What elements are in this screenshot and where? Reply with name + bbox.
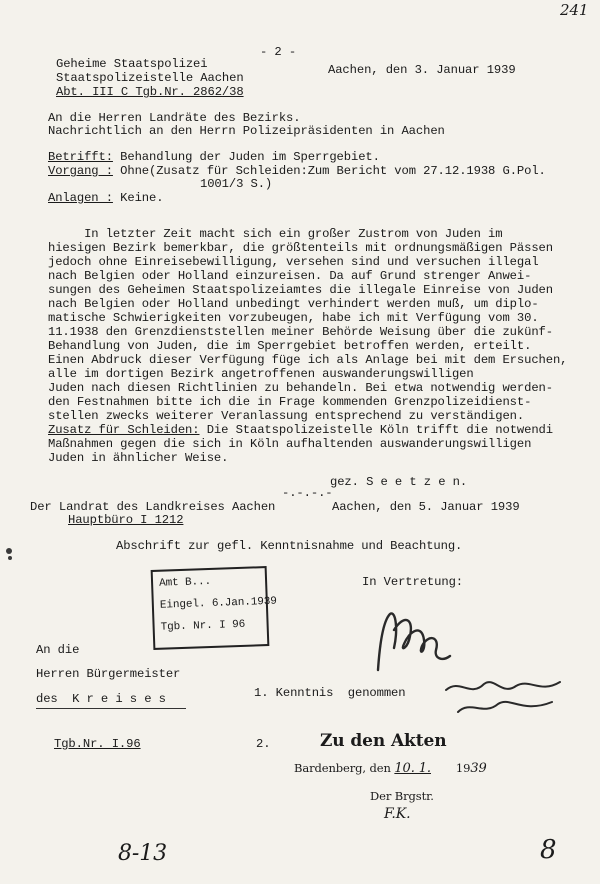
forward-instruction: Abschrift zur gefl. Kenntnisnahme und Beachtung. (116, 539, 463, 553)
acknowledgement-note: 1. Kenntnis genommen (254, 686, 406, 700)
section-divider: -.-.-.- (282, 486, 333, 500)
stamp-journal-number: Tgb. Nr. I 96 (160, 618, 246, 634)
body-line: Juden nach diesen Richtlinien zu behandeln. Bei etwa notwendig werden- (48, 381, 553, 395)
scan-smudge (6, 548, 12, 554)
reference-line (48, 165, 546, 178)
attachments-label: Anlagen : (48, 191, 113, 205)
bardenberg-year: 39 (470, 761, 487, 776)
addendum-line: Juden in ähnlicher Weise. (48, 451, 229, 465)
body-line: nach Belgien oder Holland unbedingt verhindert werden muß, um diplo- (48, 297, 539, 311)
bardenberg-year-prefix: 19 (455, 761, 471, 775)
forward-sender: Der Landrat des Landkreises Aachen (30, 500, 276, 514)
reference-label: Vorgang : (48, 164, 113, 178)
subject-line (48, 151, 380, 164)
bardenberg-line (294, 762, 487, 775)
stamp-line-2: Eingel. 6.Jan.1939 (159, 595, 278, 612)
journal-number: Tgb.Nr. I.96 (54, 737, 141, 751)
mayor-initials: F.K. (384, 806, 411, 822)
bardenberg-date: 10. 1. (394, 761, 431, 776)
body-line: 11.1938 den Grenzdienststellen meiner Behörde Weisung über die zukünf- (48, 325, 553, 339)
bottom-right-mark: 8 (540, 835, 557, 865)
addendum-text: Die Staatspolizeistelle Köln trifft die notwendi (199, 423, 553, 437)
body-line: matische Schwierigkeiten vorzubeugen, habe ich mit Verfügung vom 30. (48, 311, 539, 325)
attachments-line (48, 192, 163, 205)
recipient-line-1: An die (36, 643, 80, 657)
attachments-text: Keine. (112, 191, 164, 205)
recipient-line-3: des K r e i s e s (36, 692, 166, 706)
representation-note: In Vertretung: (362, 575, 463, 589)
letter-place-date: Aachen, den 3. Januar 1939 (328, 63, 516, 77)
sender-line-1: Geheime Staatspolizei (56, 57, 208, 71)
page-number: - 2 - (260, 45, 297, 59)
handwritten-initials-icon (440, 672, 570, 722)
bardenberg-prefix: Bardenberg, den (294, 761, 391, 775)
subject-label: Betrifft: (48, 150, 113, 164)
body-line: nach Belgien oder Holland einzureisen. Da auf Grund strenger Anwei- (48, 269, 532, 283)
stamp-line-3 (160, 619, 245, 635)
filing-note: Zu den Akten (320, 731, 447, 751)
subject-text: Behandlung der Juden im Sperrgebiet. (112, 150, 380, 164)
body-line: jedoch ohne Einreisebewilligung, versehen sind und versuchen illegal (48, 255, 539, 269)
body-line: stellen zwecks weiterer Veranlassung entsprechend zu verständigen. (48, 409, 525, 423)
forward-place-date: Aachen, den 5. Januar 1939 (332, 500, 520, 514)
stamp-line-1: Amt B... (158, 575, 212, 590)
scan-smudge (8, 556, 12, 560)
forward-office: Hauptbüro I 1212 (68, 513, 184, 527)
addendum-label: Zusatz für Schleiden: (48, 423, 200, 437)
addendum-line (48, 424, 553, 437)
body-line: Behandlung von Juden, die im Sperrgebiet betroffen werden, erteilt. (48, 339, 532, 353)
body-line: den Festnahmen bitte ich die in Frage kommenden Grenzpolizeidienst- (48, 395, 532, 409)
body-line: sungen des Geheimen Staatspolizeiamtes die illegale Einreise von Juden (48, 283, 553, 297)
bottom-left-note: 8-13 (118, 841, 168, 866)
reference-line-2: 1001/3 S.) (200, 177, 273, 191)
letter-signature: gez. S e e t z e n. (330, 475, 468, 489)
sender-line-3: Abt. III C Tgb.Nr. 2862/38 (56, 85, 244, 99)
addressee-line-2: Nachrichtlich an den Herrn Polizeipräsidenten in Aachen (48, 124, 445, 138)
recipient-line-2: Herren Bürgermeister (36, 667, 181, 681)
reference-text: Ohne(Zusatz für Schleiden:Zum Bericht vom 27.12.1938 G.Pol. (112, 164, 546, 178)
handwritten-signature-icon (370, 600, 460, 680)
received-stamp (151, 566, 278, 650)
addendum-line: Maßnahmen gegen die sich in Köln aufhaltenden auswanderungswilligen (48, 437, 532, 451)
corner-mark: 241 (560, 1, 589, 19)
underline-rule (36, 708, 186, 709)
sender-line-2: Staatspolizeistelle Aachen (56, 71, 244, 85)
body-line: hiesigen Bezirk bemerkbar, die größtenteils mit ordnungsmäßigen Pässen (48, 241, 553, 255)
item-two: 2. (256, 737, 271, 751)
addressee-line-1: An die Herren Landräte des Bezirks. (48, 111, 301, 125)
body-line: In letzter Zeit macht sich ein großer Zustrom von Juden im (48, 227, 503, 241)
body-line: alle im dortigen Bezirk angetroffenen auswanderungswilligen (48, 367, 474, 381)
mayor-title: Der Brgstr. (370, 789, 434, 803)
body-line: Einen Abdruck dieser Verfügung füge ich als Anlage bei mit dem Ersuchen, (48, 353, 568, 367)
